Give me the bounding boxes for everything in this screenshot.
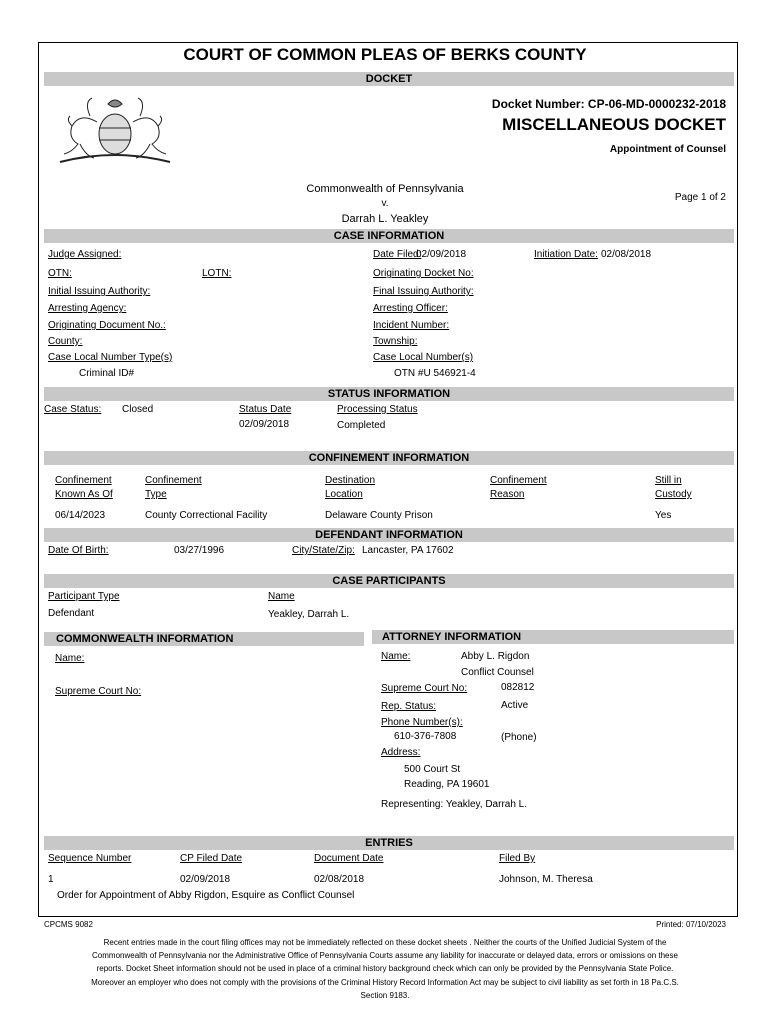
address-line1: 500 Court St xyxy=(404,764,461,775)
city-state-zip-label: City/State/Zip: xyxy=(292,545,355,556)
case-local-number-label: Case Local Number(s) xyxy=(373,352,474,363)
pennsylvania-seal-icon xyxy=(50,92,180,170)
processing-status-label: Processing Status xyxy=(337,404,418,415)
docket-bar: DOCKET xyxy=(44,72,734,86)
caption-line2: v. xyxy=(381,198,389,209)
status-date-value: 02/09/2018 xyxy=(239,419,290,430)
phone-value: 610-376-7808 xyxy=(394,731,457,742)
form-id: CPCMS 9082 xyxy=(44,920,93,929)
entry-cp-filed-value: 02/09/2018 xyxy=(180,874,231,885)
case-local-type-label: Case Local Number Type(s) xyxy=(48,352,173,363)
address-line2: Reading, PA 19601 xyxy=(404,779,490,790)
case-participants-bar: CASE PARTICIPANTS xyxy=(44,574,734,588)
entry-filed-by-value: Johnson, M. Theresa xyxy=(499,874,593,885)
representing-value: Representing: Yeakley, Darrah L. xyxy=(381,799,528,810)
phone-type-value: (Phone) xyxy=(501,732,537,743)
attorney-name-value: Abby L. Rigdon xyxy=(461,651,530,662)
entries-bar: ENTRIES xyxy=(44,836,734,850)
dob-label: Date Of Birth: xyxy=(48,545,109,556)
docket-subtitle: Appointment of Counsel xyxy=(609,144,726,155)
docket-type: MISCELLANEOUS DOCKET xyxy=(502,115,726,134)
disclaimer-text: Recent entries made in the court filing offices may not be immediately reflected on these docket sheets . Neither the courts of the Unified Judicial System of the Commonwealth of Pennsylvania nor the Administrative Office of Pennsylvania Courts assume any liability for inaccurate or delayed data, errors or omissions on these reports. Docket Sheet information should not be used in place of a criminal history background check which can only be provided by the Pennsylvania State Police. Moreover an employer who does not comply with the provisions of the Criminal History Record Information Act may be subject to civil liability as set forth in 18 Pa.C.S. Section 9183. xyxy=(91,938,679,1000)
participant-type-label: Participant Type xyxy=(48,591,120,602)
confinement-known-label-a: Confinement xyxy=(55,475,112,486)
status-information-bar: STATUS INFORMATION xyxy=(44,387,734,401)
processing-status-value: Completed xyxy=(337,420,386,431)
still-in-custody-label-a: Still in xyxy=(655,475,682,486)
case-local-type-value: Criminal ID# xyxy=(79,368,135,379)
caption-line1: Commonwealth of Pennsylvania xyxy=(306,183,464,195)
city-state-zip-value: Lancaster, PA 17602 xyxy=(362,545,454,556)
phone-label: Phone Number(s): xyxy=(381,717,463,728)
date-filed-label: Date Filed: xyxy=(373,249,422,260)
participant-type-value: Defendant xyxy=(48,608,95,619)
arresting-agency-label: Arresting Agency: xyxy=(48,303,127,314)
confinement-type-label-a: Confinement xyxy=(145,475,202,486)
incident-number-label: Incident Number: xyxy=(373,320,450,331)
document-date-label: Document Date xyxy=(314,853,384,864)
arresting-officer-label: Arresting Officer: xyxy=(373,303,448,314)
attorney-name-label: Name: xyxy=(381,651,411,662)
entry-sequence-value: 1 xyxy=(48,874,54,885)
destination-label-a: Destination xyxy=(325,475,376,486)
defendant-information-bar: DEFENDANT INFORMATION xyxy=(44,528,734,542)
caption-line3: Darrah L. Yeakley xyxy=(341,213,429,225)
entry-description: Order for Appointment of Abby Rigdon, Esquire as Conflict Counsel xyxy=(57,890,355,901)
printed-date: Printed: 07/10/2023 xyxy=(656,920,726,929)
participant-name-value: Yeakley, Darrah L. xyxy=(268,609,350,620)
dob-value: 03/27/1996 xyxy=(174,545,225,556)
initiation-date-label: Initiation Date: xyxy=(534,249,598,260)
attorney-information-bar: ATTORNEY INFORMATION xyxy=(372,630,734,644)
initial-issuing-label: Initial Issuing Authority: xyxy=(48,286,151,297)
case-status-label: Case Status: xyxy=(44,404,102,415)
docket-frame xyxy=(38,42,738,917)
final-issuing-label: Final Issuing Authority: xyxy=(373,286,474,297)
lotn-label: LOTN: xyxy=(202,268,232,279)
page-number: Page 1 of 2 xyxy=(674,192,726,203)
commonwealth-supreme-label: Supreme Court No: xyxy=(55,686,142,697)
originating-docket-label: Originating Docket No: xyxy=(373,268,474,279)
still-in-custody-value: Yes xyxy=(655,510,672,521)
participant-name-label: Name xyxy=(268,591,295,602)
county-label: County: xyxy=(48,336,83,347)
filed-by-label: Filed By xyxy=(499,853,536,864)
originating-document-label: Originating Document No.: xyxy=(48,320,166,331)
cp-filed-date-label: CP Filed Date xyxy=(180,853,243,864)
court-name: COURT OF COMMON PLEAS OF BERKS COUNTY xyxy=(183,45,587,64)
case-local-number-value: OTN #U 546921-4 xyxy=(394,368,476,379)
confinement-reason-label-b: Reason xyxy=(490,489,525,500)
rep-status-value: Active xyxy=(501,700,529,711)
confinement-type-label-b: Type xyxy=(145,489,167,500)
case-status-value: Closed xyxy=(122,404,154,415)
destination-label-b: Location xyxy=(325,489,363,500)
confinement-type-value: County Correctional Facility xyxy=(145,510,268,521)
attorney-supreme-value: 082812 xyxy=(501,682,535,693)
township-label: Township: xyxy=(373,336,418,347)
docket-number: Docket Number: CP-06-MD-0000232-2018 xyxy=(491,97,726,111)
entry-document-date-value: 02/08/2018 xyxy=(314,874,365,885)
destination-value: Delaware County Prison xyxy=(325,510,433,521)
attorney-supreme-label: Supreme Court No: xyxy=(381,683,468,694)
rep-status-label: Rep. Status: xyxy=(381,701,437,712)
commonwealth-name-label: Name: xyxy=(55,653,85,664)
confinement-information-bar: CONFINEMENT INFORMATION xyxy=(44,451,734,465)
confinement-known-value: 06/14/2023 xyxy=(55,510,106,521)
address-label: Address: xyxy=(381,747,421,758)
confinement-known-label-b: Known As Of xyxy=(55,489,113,500)
case-information-bar: CASE INFORMATION xyxy=(44,229,734,243)
still-in-custody-label-b: Custody xyxy=(655,489,692,500)
commonwealth-information-bar: COMMONWEALTH INFORMATION xyxy=(44,632,364,646)
otn-label: OTN: xyxy=(48,268,72,279)
judge-assigned-label: Judge Assigned: xyxy=(48,249,122,260)
date-filed-value: 02/09/2018 xyxy=(416,249,467,260)
confinement-reason-label-a: Confinement xyxy=(490,475,547,486)
initiation-date-value: 02/08/2018 xyxy=(601,249,652,260)
status-date-label: Status Date xyxy=(239,404,292,415)
sequence-number-label: Sequence Number xyxy=(48,853,132,864)
attorney-role-value: Conflict Counsel xyxy=(461,667,534,678)
